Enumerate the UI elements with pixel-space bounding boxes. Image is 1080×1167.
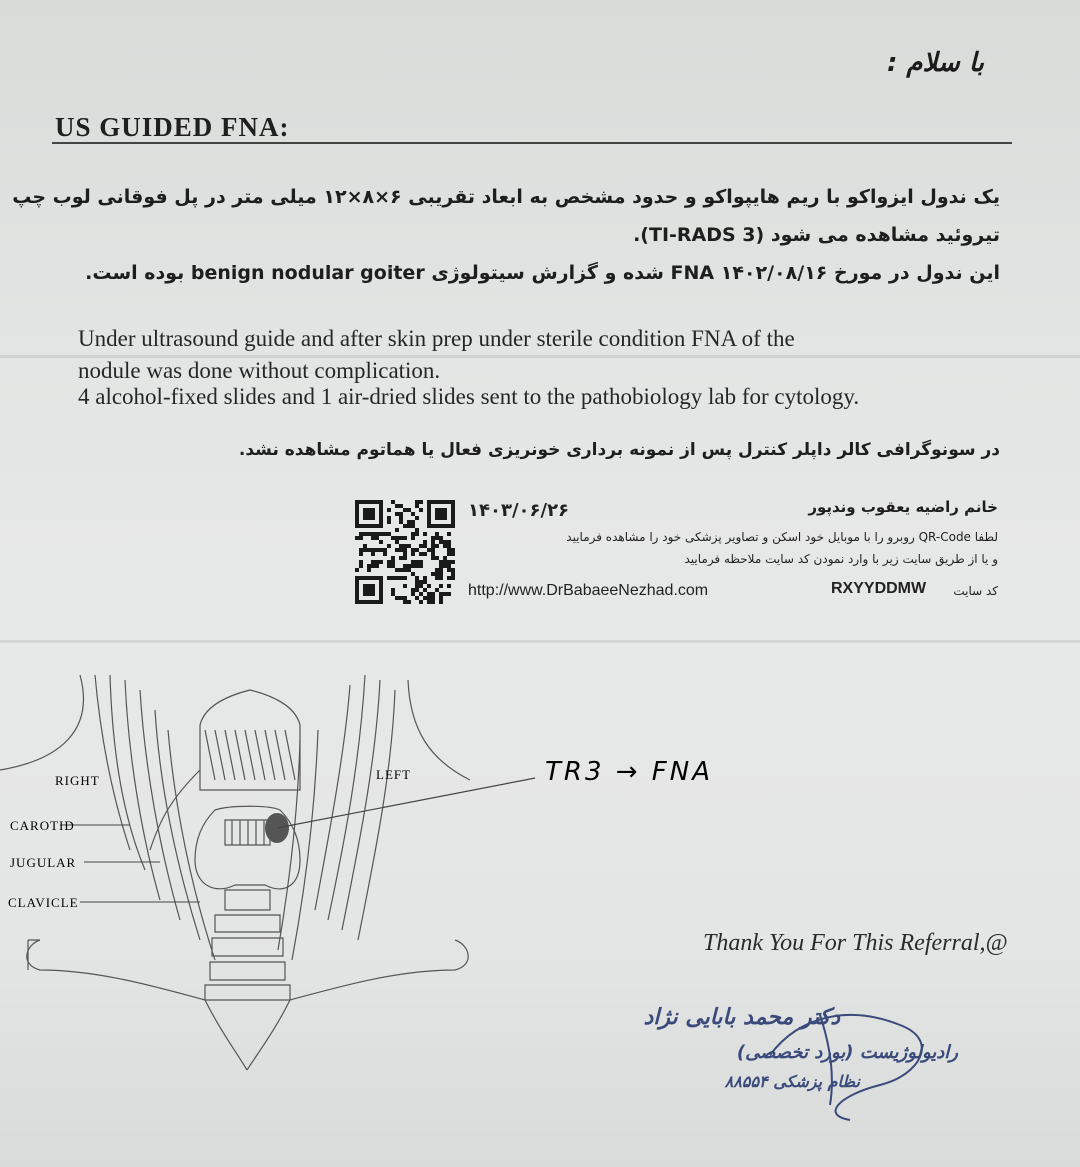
signature-name: دکتر محمد بابایی نژاد (643, 1005, 840, 1030)
persian-report-line-2: تیروئید مشاهده می شود (TI-RADS 3). (633, 224, 1000, 246)
persian-report-line-1: یک ندول ایزواکو با ریم هایپواکو و حدود مشخص به ابعاد تقریبی ۶×۸×۱۲ میلی متر در پل فوقانی لوب چپ (12, 186, 1000, 208)
signature-scribble (760, 995, 960, 1125)
site-code-label: کد سایت (953, 584, 998, 598)
jugular-label: JUGULAR (10, 855, 77, 870)
persian-report-line-3: این ندول در مورخ ۱۴۰۲/۰۸/۱۶ FNA شده و گزارش سیتولوژی benign nodular goiter بوده است. (85, 262, 1000, 284)
carotid-label: CAROTID (10, 818, 75, 833)
website-link[interactable]: http://www.DrBabaeeNezhad.com (468, 582, 709, 599)
qr-note-2: و یا از طریق سایت زیر با وارد نمودن کد سایت ملاحظه فرمایید (684, 552, 998, 566)
closing-note: Thank You For This Referral,@ (703, 930, 1008, 956)
signature-title: رادیولوژیست (بورد تخصصی) (736, 1042, 958, 1063)
left-label: LEFT (376, 767, 412, 782)
paper-fold (0, 640, 1080, 643)
patient-name: خانم راضیه یعقوب وندپور (808, 498, 998, 516)
report-date: ۱۴۰۳/۰۶/۲۶ (468, 500, 570, 521)
english-report-line-1: Under ultrasound guide and after skin prep under sterile condition FNA of the (78, 326, 795, 351)
greeting: با سلام : (886, 48, 984, 78)
qr-note-1: لطفا QR-Code روبرو را با موبایل خود اسکن و تصاویر پزشکی خود را مشاهده فرمایید (566, 530, 998, 544)
signature-license: نظام پزشکی ۸۸۵۵۴ (724, 1072, 860, 1091)
handwritten-note: TR3 → FNA (545, 757, 713, 787)
clavicle-label: CLAVICLE (8, 895, 79, 910)
right-label: RIGHT (55, 773, 100, 788)
persian-followup: در سونوگرافی کالر داپلر کنترل پس از نمونه برداری خونریزی فعال یا هماتوم مشاهده نشد. (238, 440, 1000, 460)
english-report-line-3: 4 alcohol-fixed slides and 1 air-dried slides sent to the pathobiology lab for cytology. (78, 384, 860, 409)
qr-code[interactable] (355, 500, 455, 604)
english-report-line-2: nodule was done without complication. (78, 358, 441, 383)
site-code: RXYYDDMW (831, 580, 927, 597)
report-header: US GUIDED FNA: (55, 112, 290, 142)
header-rule (52, 142, 1012, 144)
